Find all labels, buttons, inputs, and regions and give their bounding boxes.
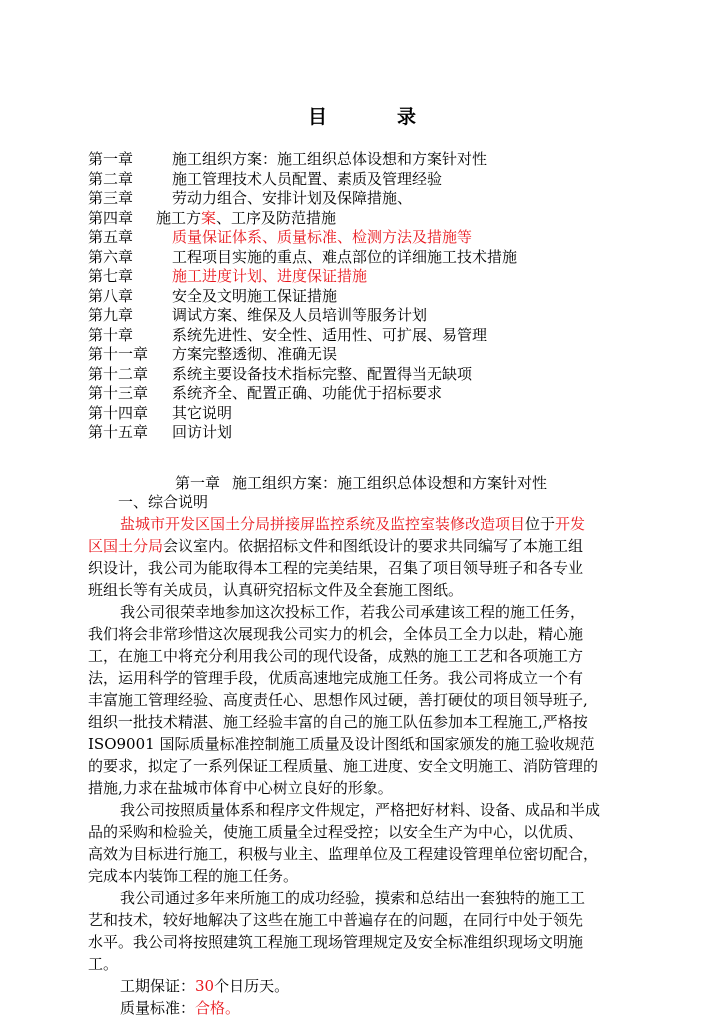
toc-title: 回访计划 [172,423,233,441]
body-line [88,557,658,579]
toc-title: 劳动力组合、安排计划及保障措施、 [172,189,413,207]
body-line [88,645,658,667]
body-text: 的要求，拟定了一系列保证工程质量、施工进度、安全文明施工、消防管理的 [88,757,599,775]
body-text: 措施,力求在盐城市体育中心树立良好的形象。 [88,779,393,797]
toc-title: 、工序及防范措施 [216,208,337,227]
body-text: ISO9001 国际质量标准控制施工质量及设计图纸和国家颁发的施工验收规范 [88,735,595,753]
body-line [88,535,658,557]
title-char-2: 录 [397,106,417,128]
toc-title: 其它说明 [172,403,233,422]
toc-item [88,170,648,190]
body-line [88,799,658,821]
body-text: 会议室内。依据招标文件和图纸设计的要求共同编写了本施工组 [163,537,584,555]
toc-chapter: 第十二章 [88,364,149,383]
body-text: 合格。 [195,999,241,1017]
body-text: 工期保证： [120,977,196,995]
toc-item [88,326,648,346]
body-text: 30 [195,977,215,995]
toc-title: 工程项目实施的重点、难点部位的详细施工技术措施 [172,247,518,266]
body-line [88,579,658,601]
toc-item [88,384,648,404]
body-text: 织设计，我公司为能取得本工程的完美结果，召集了项目领导班子和各专业 [88,559,584,577]
body-line [88,777,658,799]
toc-title: 系统主要设备技术指标完整、配置得当无缺项 [172,364,473,383]
toc-chapter: 第十五章 [88,423,149,441]
toc-chapter: 第九章 [88,306,134,324]
toc-title: 方案完整透彻、准确无误 [172,345,338,363]
body-text: 我公司很荣幸地参加这次投标工作，若我公司承建该工程的施工任务， [120,603,586,621]
body-text: 区国土分局 [88,537,164,555]
body-text: 完成本内装饰工程的施工任务。 [88,867,299,885]
toc-item [88,150,648,170]
section-title: 施工组织方案：施工组织总体设想和方案针对性 [232,474,548,492]
body-text: 盐城市开发区国土分局拼接屏监控系统及监控室装修改造项目 [120,515,526,533]
toc-item [88,248,648,268]
toc-item [88,209,648,229]
body-text: 丰富施工管理经验、高度责任心、思想作风过硬，善打硬仗的项目领导班子, [88,691,588,709]
body-line [88,755,658,777]
toc-item [88,189,648,209]
toc-title: 安全及文明施工保证措施 [172,286,338,305]
body-text: 位于 [525,515,556,533]
table-of-contents [88,150,648,443]
body-line [88,975,658,997]
toc-chapter: 第二章 [88,169,134,188]
toc-item [88,345,648,365]
toc-item [88,267,648,287]
body-text: 质量标准： [120,999,196,1017]
document-body [88,491,658,1019]
body-line [88,865,658,887]
section-chapter: 第一章 [175,474,221,492]
body-line [88,887,658,909]
body-line [88,667,658,689]
toc-chapter: 第十三章 [88,384,149,402]
body-text: 水平。我公司将按照建筑工程施工现场管理规定及安全标准组织现场文明施 [88,933,584,951]
body-line [88,513,658,535]
toc-title: 施工进度计划、进度保证措施 [172,267,368,285]
toc-title: 施工方 [156,208,202,227]
body-text: 工。 [88,955,119,973]
body-text: 艺和技术，较好地解决了这些在施工中普遍存在的问题，在同行中处于领先 [88,911,584,929]
toc-chapter: 第七章 [88,267,134,285]
subsection-heading: 一、综合说明 [118,493,209,511]
toc-title: 施工组织方案：施工组织总体设想和方案针对性 [172,150,488,168]
toc-chapter: 第四章 [88,208,134,227]
toc-item [88,228,648,248]
toc-item [88,404,648,424]
toc-title: 系统齐全、配置正确、功能优于招标要求 [172,384,443,402]
body-text: 组织一批技术精湛、施工经验丰富的自己的施工队伍参加本工程施工,严格按 [88,713,588,731]
body-text: 开发 [555,515,586,533]
toc-chapter: 第十章 [88,325,134,344]
body-line [88,953,658,975]
toc-title: 系统先进性、安全性、适用性、可扩展、易管理 [172,325,488,344]
body-line [88,997,658,1019]
body-line [88,843,658,865]
toc-title: 质量保证体系、质量标准、检测方法及措施等 [172,228,473,246]
body-line [88,909,658,931]
page-title [0,102,724,129]
body-text: 我公司按照质量体系和程序文件规定，严格把好材料、设备、成品和半成 [120,801,601,819]
toc-title: 调试方案、维保及人员培训等服务计划 [172,306,428,324]
body-line [88,931,658,953]
body-text: 个日历天。 [214,977,290,995]
toc-item [88,423,648,443]
body-line [88,821,658,843]
body-line [88,689,658,711]
body-text: 品的采购和检验关，使施工质量全过程受控；以安全生产为中心，以优质、 [88,823,584,841]
body-line [88,601,658,623]
toc-chapter: 第六章 [88,247,134,266]
body-text: 工，在施工中将充分利用我公司的现代设备，成熟的施工工艺和各项施工方 [88,647,584,665]
toc-chapter: 第十一章 [88,345,149,363]
body-text: 高效为目标进行施工，积极与业主、监理单位及工程建设管理单位密切配合， [88,845,599,863]
body-text: 班组长等有关成员，认真研究招标文件及全套施工图纸。 [88,581,464,599]
toc-title: 案 [201,208,217,227]
body-text: 法，运用科学的管理手段，优质高速地完成施工任务。我公司将成立一个有 [88,669,584,687]
title-char-1: 目 [307,106,327,128]
body-line [88,733,658,755]
toc-item [88,306,648,326]
toc-item [88,287,648,307]
section-heading [175,472,547,493]
toc-chapter: 第八章 [88,286,134,305]
body-text: 我们将会非常珍惜这次展现我公司实力的机会，全体员工全力以赴，精心施 [88,625,584,643]
toc-item [88,365,648,385]
body-line [88,623,658,645]
toc-chapter: 第十四章 [88,403,149,422]
toc-chapter: 第五章 [88,228,134,246]
body-text: 我公司通过多年来所施工的成功经验，摸索和总结出一套独特的施工工 [120,889,586,907]
toc-title: 施工管理技术人员配置、素质及管理经验 [172,169,443,188]
toc-chapter: 第三章 [88,189,134,207]
toc-chapter: 第一章 [88,150,134,168]
body-line [88,711,658,733]
